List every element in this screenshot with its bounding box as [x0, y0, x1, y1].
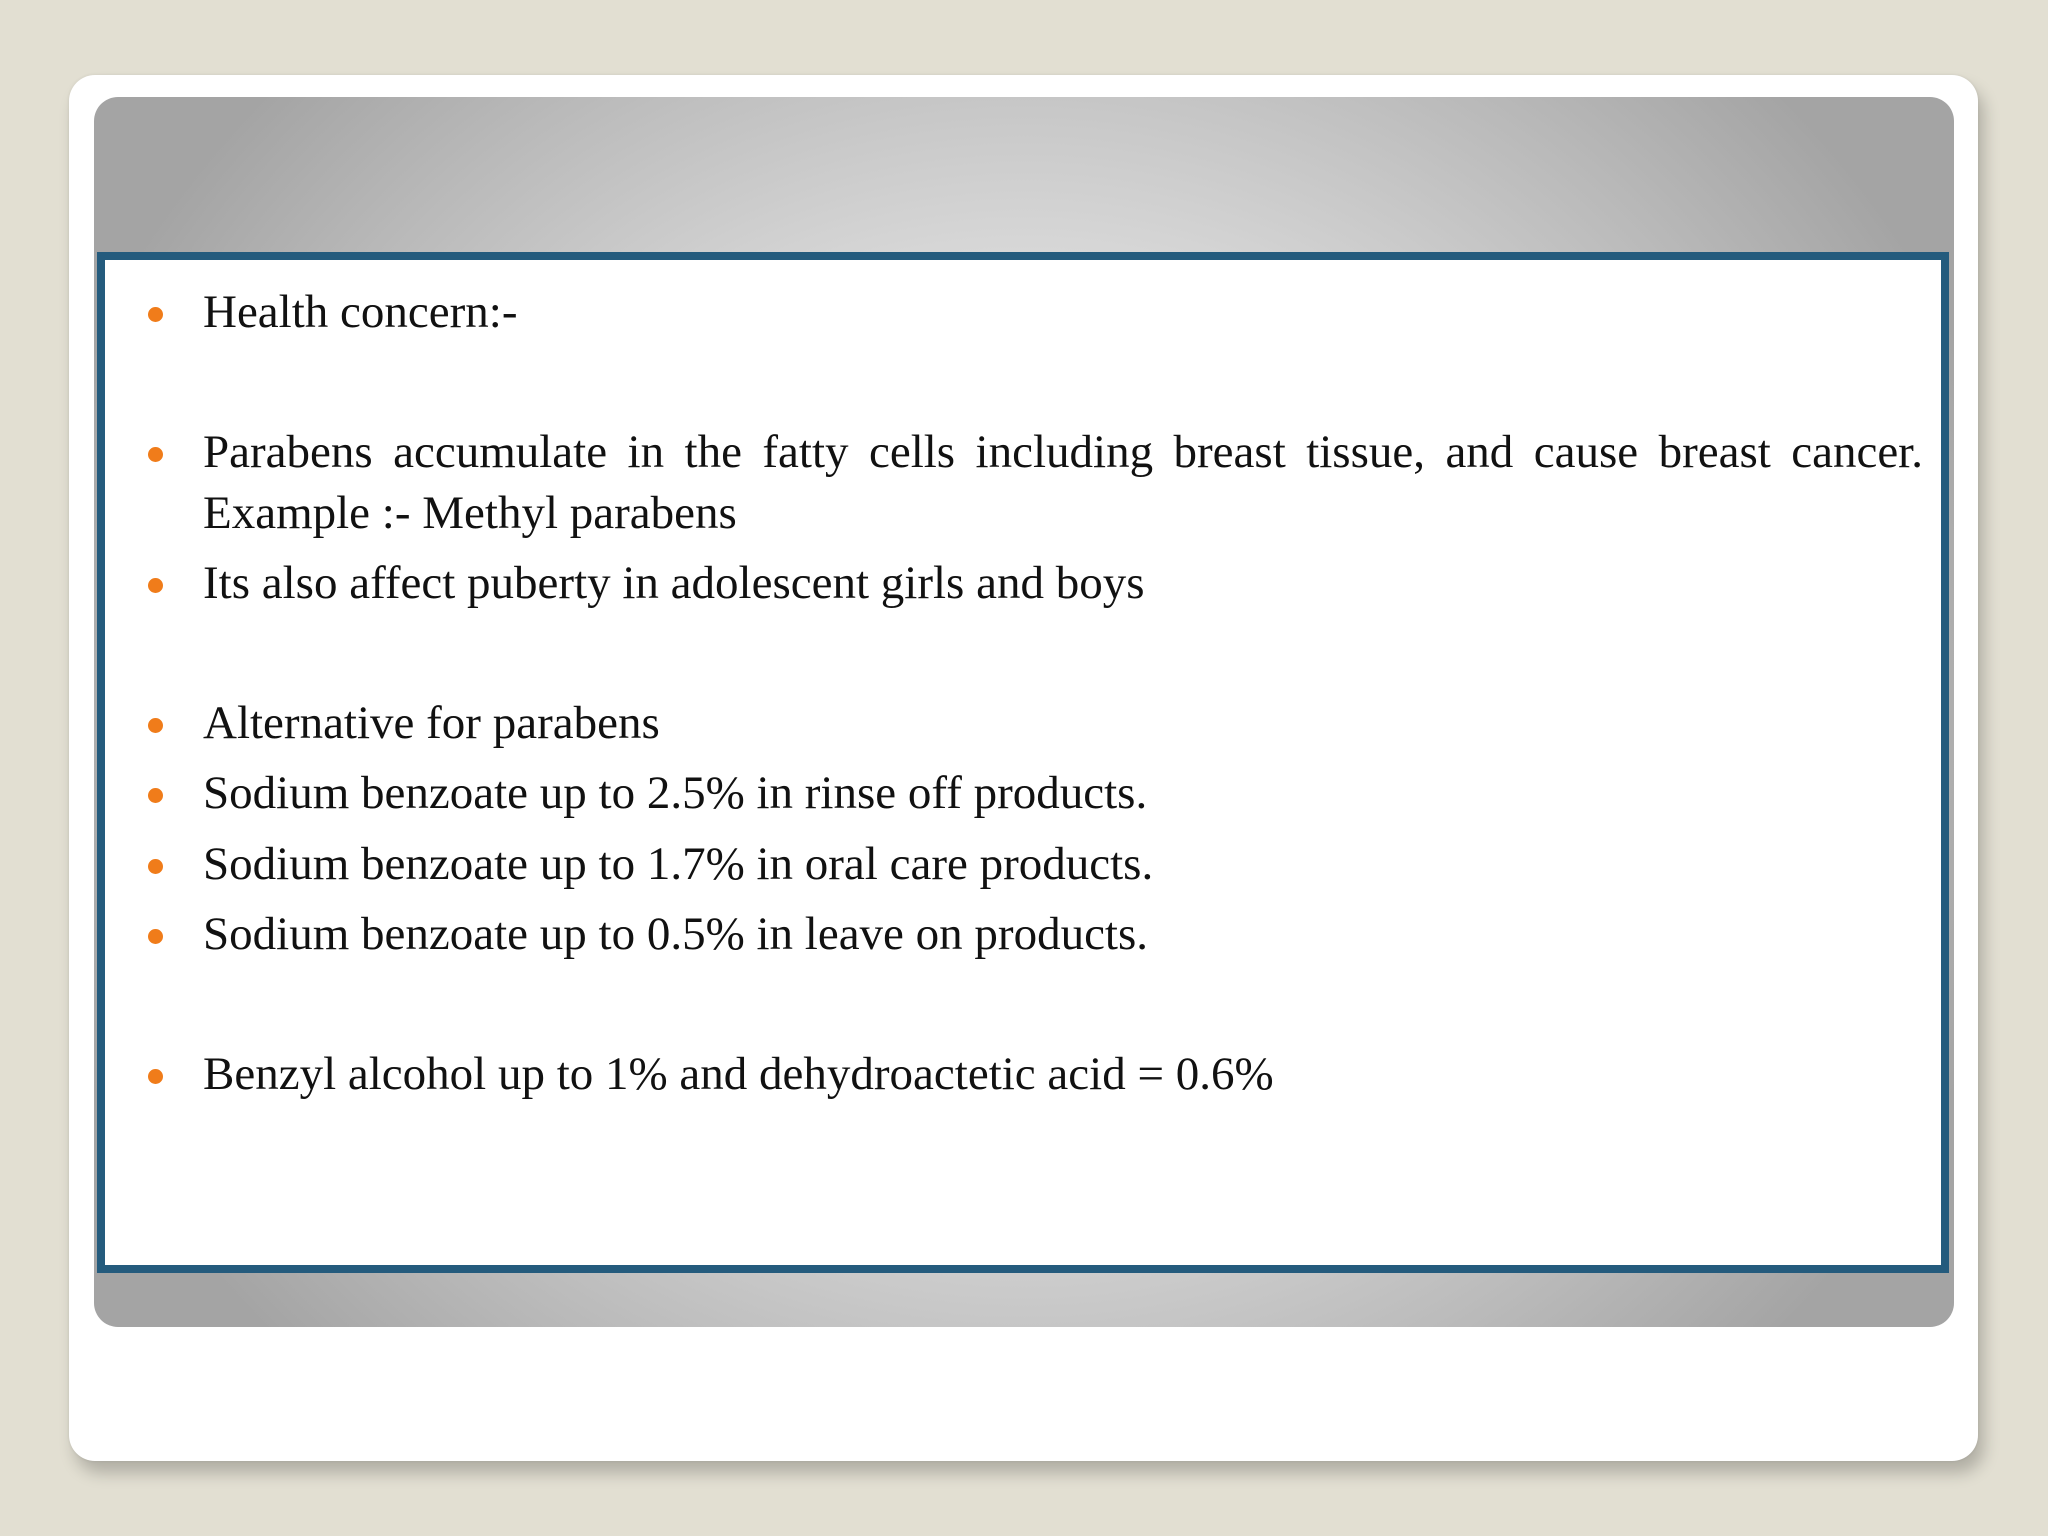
bullet-text: Its also affect puberty in adolescent girls and boys [203, 557, 1145, 609]
bullet-icon [148, 718, 163, 733]
bullet-text: Sodium benzoate up to 2.5% in rinse off products. [203, 767, 1148, 819]
bullet-text: Alternative for parabens [203, 697, 660, 749]
bullet-icon [148, 307, 163, 322]
bullet-icon [148, 447, 163, 462]
bullet-icon [148, 788, 163, 803]
bullet-text: Benzyl alcohol up to 1% and dehydroactetic acid = 0.6% [203, 1048, 1274, 1100]
bullet-icon [148, 578, 163, 593]
bullet-text: Sodium benzoate up to 1.7% in oral care products. [203, 838, 1154, 890]
bullet-icon [148, 1069, 163, 1084]
content-panel [97, 252, 1949, 1273]
bullet-text: Parabens accumulate in the fatty cells including breast tissue, and cause breast cancer. Example :- Methyl parabens [203, 426, 1923, 539]
bullet-icon [148, 929, 163, 944]
bullet-text: Sodium benzoate up to 0.5% in leave on products. [203, 908, 1149, 960]
bullet-text: Health concern:- [203, 286, 518, 338]
bullet-icon [148, 859, 163, 874]
